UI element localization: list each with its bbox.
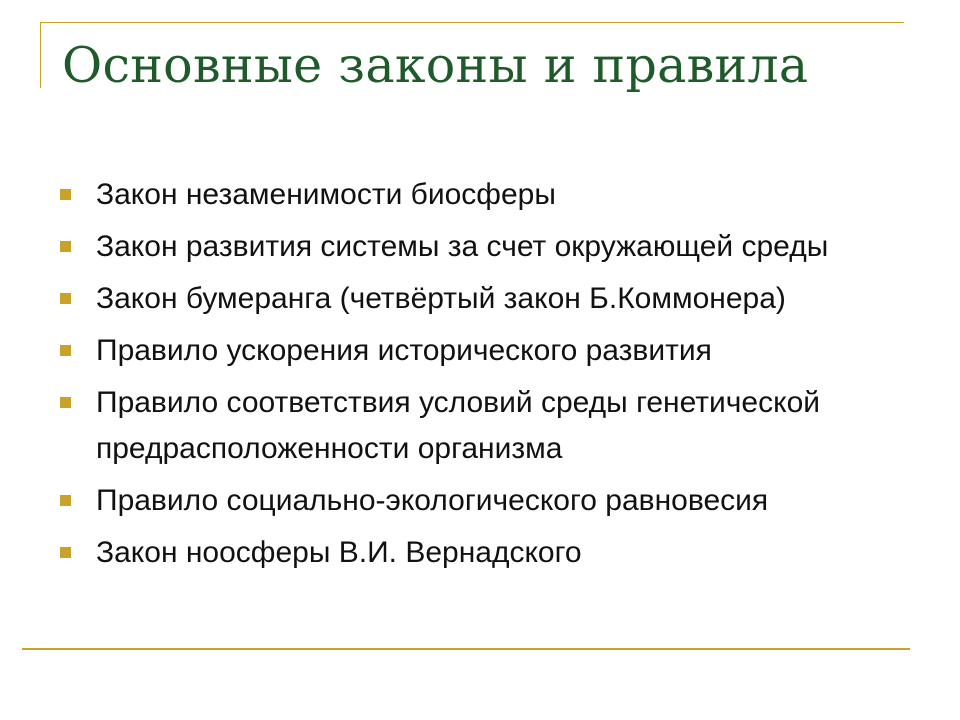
square-bullet-icon [60, 189, 71, 200]
list-item [60, 224, 920, 270]
bullet-list [60, 172, 920, 582]
square-bullet-icon [60, 293, 71, 304]
list-item-text: Закон бумеранга (четвёртый закон Б.Коммонера) [96, 282, 786, 315]
list-item-text: Закон незаменимости биосферы [96, 178, 556, 211]
slide-title: Основные законы и правила [62, 37, 809, 94]
square-bullet-icon [60, 241, 71, 252]
frame-bottom-line [22, 648, 910, 650]
square-bullet-icon [60, 547, 71, 558]
list-item [60, 328, 920, 374]
list-item [60, 478, 920, 524]
list-item [60, 530, 920, 576]
square-bullet-icon [60, 397, 71, 408]
list-item-text: Правило ускорения исторического развития [96, 334, 712, 367]
list-item [60, 276, 920, 322]
list-item [60, 380, 920, 472]
square-bullet-icon [60, 345, 71, 356]
frame-left-line [40, 22, 41, 88]
square-bullet-icon [60, 495, 71, 506]
list-item-text: Правило социально-экологического равновесия [96, 484, 769, 517]
list-item [60, 172, 920, 218]
list-item-text: Закон ноосферы В.И. Вернадского [96, 536, 582, 569]
list-item-text: Правило соответствия условий среды генетической предрасположенности организма [96, 386, 821, 465]
frame-top-line [40, 22, 904, 23]
list-item-text: Закон развития системы за счет окружающей среды [96, 230, 829, 263]
